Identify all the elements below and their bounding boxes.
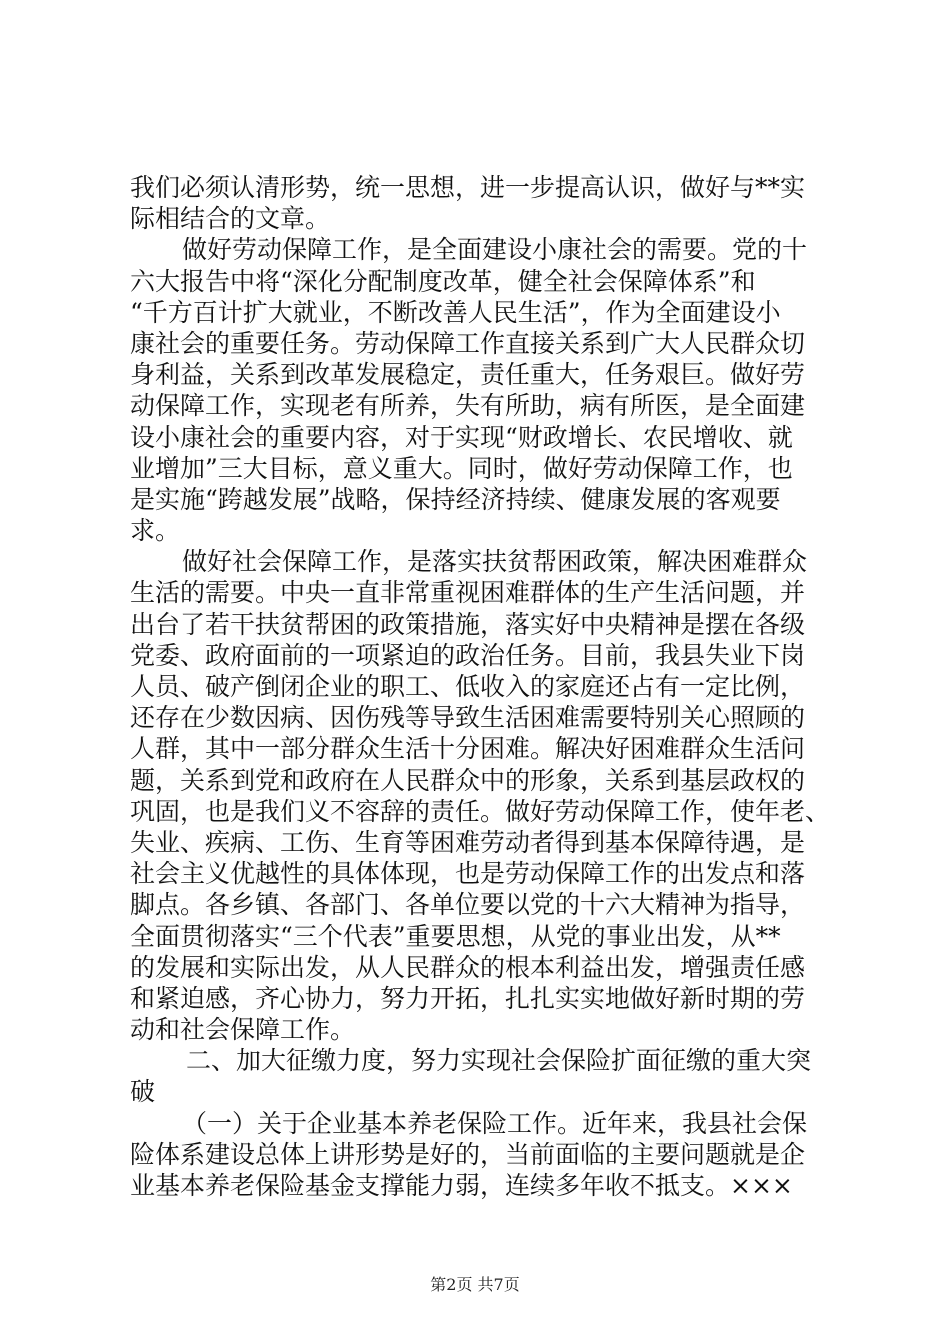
text-line: 业基本养老保险基金支撑能力弱，连续多年收不抵支。××× [130, 1171, 793, 1200]
text-line: 业增加”三大目标，意义重大。同时，做好劳动保障工作，也 [130, 453, 793, 483]
text-line: 破 [130, 1077, 156, 1107]
text-line: 人员、破产倒闭企业的职工、低收入的家庭还占有一定比例， [130, 672, 806, 701]
text-line: 设小康社会的重要内容，对于实现“财政增长、农民增收、就 [130, 422, 793, 452]
text-line: 做好社会保障工作，是落实扶贫帮困政策，解决困难群众 [182, 547, 808, 577]
text-line: 是实施“跨越发展”战略，保持经济持续、健康发展的客观要 [130, 484, 781, 514]
text-line: 党委、政府面前的一项紧迫的政治任务。目前，我县失业下岗 [130, 640, 806, 670]
text-line: 二、加大征缴力度，努力实现社会保险扩面征缴的重大突 [186, 1046, 812, 1076]
text-line: 康社会的重要任务。劳动保障工作直接关系到广大人民群众切 [130, 328, 806, 358]
text-line: 身利益，关系到改革发展稳定，责任重大，任务艰巨。做好劳 [130, 360, 806, 390]
document-body [130, 172, 835, 1201]
text-line: 社会主义优越性的具体体现，也是劳动保障工作的出发点和落 [130, 859, 806, 889]
text-line: 巩固，也是我们义不容辞的责任。做好劳动保障工作，使年老、 [130, 796, 831, 826]
text-line: 出台了若干扶贫帮困的政策措施，落实好中央精神是摆在各级 [130, 609, 806, 639]
text-line: 脚点。各乡镇、各部门、各单位要以党的十六大精神为指导， [130, 890, 806, 920]
text-line: 动保障工作，实现老有所养，失有所助，病有所医，是全面建 [130, 391, 806, 421]
text-line: 际相结合的文章。 [130, 204, 331, 234]
text-line: 六大报告中将“深化分配制度改革，健全社会保障体系”和 [130, 266, 756, 296]
text-line: 险体系建设总体上讲形势是好的，当前面临的主要问题就是企 [130, 1139, 806, 1169]
text-line: 动和社会保障工作。 [130, 1015, 356, 1045]
text-line: 失业、疾病、工伤、生育等困难劳动者得到基本保障待遇，是 [130, 827, 806, 857]
page-footer: 第2页 共7页 [430, 1275, 520, 1294]
text-line: 全面贯彻落实“三个代表”重要思想，从党的事业出发，从** [130, 921, 781, 951]
text-line: 的发展和实际出发，从人民群众的根本利益出发，增强责任感 [130, 952, 806, 982]
text-line: 生活的需要。中央一直非常重视困难群体的生产生活问题，并 [130, 578, 806, 608]
text-line: 我们必须认清形势，统一思想，进一步提高认识，做好与**实 [130, 173, 806, 202]
text-line: 人群，其中一部分群众生活十分困难。解决好困难群众生活问 [130, 734, 806, 764]
text-line: “千方百计扩大就业，不断改善人民生活”，作为全面建设小 [130, 297, 781, 327]
text-line: （一）关于企业基本养老保险工作。近年来，我县社会保 [182, 1108, 808, 1138]
text-line: 题，关系到党和政府在人民群众中的形象，关系到基层政权的 [130, 765, 806, 795]
text-line: 做好劳动保障工作，是全面建设小康社会的需要。党的十 [182, 235, 808, 265]
text-line: 和紧迫感，齐心协力，努力开拓，扎扎实实地做好新时期的劳 [130, 983, 806, 1013]
text-line: 求。 [130, 516, 181, 546]
text-line: 还存在少数因病、因伤残等导致生活困难需要特别关心照顾的 [130, 703, 806, 733]
